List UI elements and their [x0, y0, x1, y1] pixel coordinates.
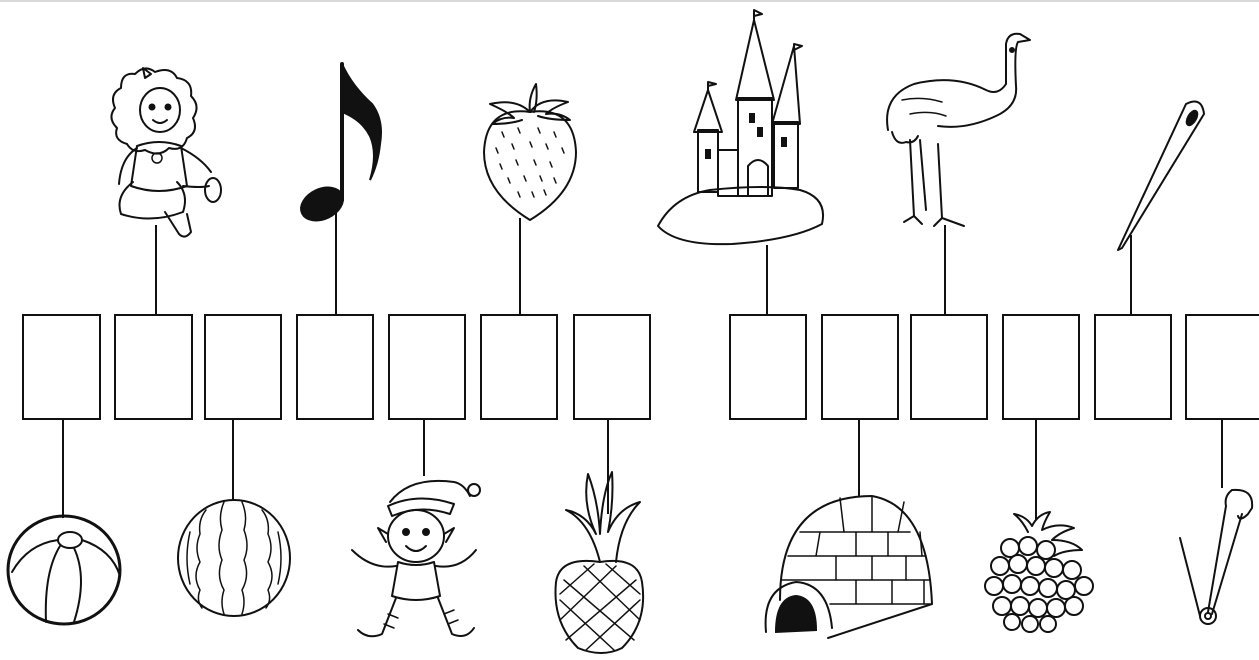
raspberry-icon	[980, 512, 1096, 632]
emu-icon	[882, 40, 1032, 236]
pineapple-icon	[554, 470, 646, 656]
letter-box-7[interactable]	[573, 314, 651, 420]
connector-raspberry	[1035, 420, 1037, 520]
letter-box-2[interactable]	[114, 314, 193, 420]
needle-icon	[1112, 98, 1212, 254]
igloo-icon	[760, 492, 934, 642]
top-border	[0, 0, 1259, 2]
letter-box-5[interactable]	[388, 314, 466, 420]
safety-pin-icon	[1178, 486, 1258, 628]
doll-icon	[105, 62, 230, 242]
connector-emu	[944, 225, 946, 314]
elf-icon	[344, 474, 484, 658]
castle-icon	[654, 10, 826, 252]
letter-box-3[interactable]	[204, 314, 282, 420]
watermelon-icon	[176, 498, 294, 618]
music-note-icon	[298, 62, 388, 222]
connector-elf	[423, 420, 425, 476]
connector-safety-pin	[1221, 420, 1223, 488]
connector-watermelon	[232, 420, 234, 500]
connector-strawberry	[519, 218, 521, 314]
letter-box-10[interactable]	[910, 314, 988, 420]
letter-box-13[interactable]	[1185, 314, 1259, 420]
letter-box-6[interactable]	[480, 314, 558, 420]
letter-box-12[interactable]	[1094, 314, 1172, 420]
ball-icon	[6, 514, 124, 626]
letter-box-4[interactable]	[296, 314, 374, 420]
connector-castle	[766, 245, 768, 314]
letter-box-11[interactable]	[1002, 314, 1080, 420]
letter-box-1[interactable]	[22, 314, 101, 420]
letter-box-9[interactable]	[821, 314, 899, 420]
connector-igloo	[858, 420, 860, 496]
connector-ball	[62, 420, 64, 518]
letter-box-8[interactable]	[729, 314, 807, 420]
strawberry-icon	[478, 82, 582, 224]
